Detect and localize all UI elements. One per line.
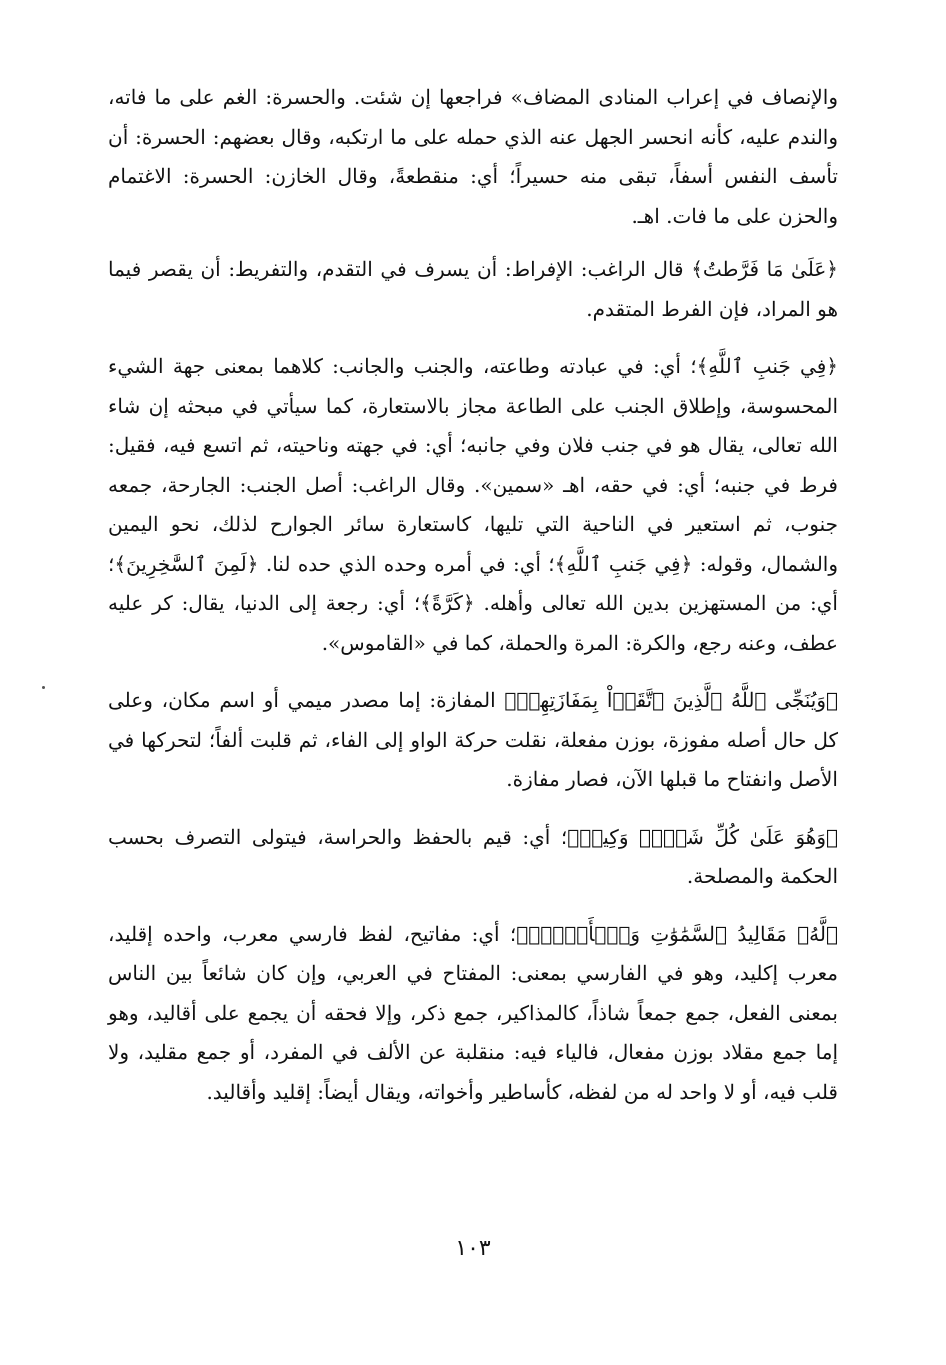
paragraph-wakil: ﴿وَهُوَ عَلَىٰ كُلِّ شَيۡءٖ وَكِيلٞ﴾؛ أي: قيم بالحفظ والحراسة، فيتولى التصرف بحسب الحكمة والمصلحة. [108,824,838,888]
page-body [108,78,838,1130]
paragraph-hasra: والإنصاف في إعراب المنادى المضاف» فراجعها إن شئت. والحسرة: الغم على ما فاته، والندم عليه، كأنه انحسر الجهل عنه الذي حمله على ما ارتكبه، وقال بعضهم: الحسرة: أن تأسف النفس أسفاً، تبقى منه حسيراً؛ أي: منقطعةً، وقال الخازن: الحسرة: الاغتمام والحزن على ما فات. اهـ. [108,85,838,228]
paragraph-mafaza: ﴿وَيُنَجِّى ٱللَّهُ ٱلَّذِينَ ٱتَّقَوۡاْ بِمَفَازَتِهِمۡ﴾ المفازة: إما مصدر ميمي أو اسم مكان، وعلى كل حال أصله مفوزة، بوزن مفعلة، نقلت حركة الواو إلى الفاء، ثم قلبت ألفاً؛ لتحركها في الأصل وانفتاح ما قبلها الآن، فصار مفازة. [108,688,838,791]
scan-speck [42,686,45,689]
page-number: ١٠٣ [455,1236,491,1261]
paragraph-farrattu: ﴿عَلَىٰ مَا فَرَّطتُ﴾ قال الراغب: الإفراط: أن يسرف في التقدم، والتفريط: أن يقصر فيما هو المراد، فإن الفرط المتقدم. [108,257,838,321]
paragraph-janb-allah: ﴿فِي جَنبِ ٱللَّهِ﴾؛ أي: في عبادته وطاعته، والجنب والجانب: كلاهما بمعنى جهة الشيء المحسوسة، وإطلاق الجنب على الطاعة مجاز بالاستعارة، كما سيأتي في مبحثه إن شاء الله تعالى، يقال هو في جنب فلان وفي جانبه؛ أي: في جهته وناحيته، ثم اتسع فيه، فقيل: فرط في جنبه؛ أي: في حقه، اهـ «سمين». وقال الراغب: أصل الجنب: الجارحة، جمعه جنوب، ثم استعير في الناحية التي تليها، كاستعارة سائر الجوارح لذلك، نحو اليمين والشمال، وقوله: ﴿فِي جَنبِ ٱللَّهِ﴾؛ أي: في أمره وحده الذي حده لنا. ﴿لَمِنَ ٱلسَّٰخِرِينَ﴾؛ أي: من المستهزين بدين الله تعالى وأهله. ﴿كَرَّةً﴾؛ أي: رجعة إلى الدنيا، يقال: كر عليه عطف، وعنه رجع، والكرة: المرة والحملة، كما في «القاموس». [108,354,838,655]
paragraph-maqalid: ﴿لَّهُۥ مَقَالِيدُ ٱلسَّمَٰوَٰتِ وَٱلۡأَرۡضِۗ﴾؛ أي: مفاتيح، لفظ فارسي معرب، واحده إقليد، معرب إكليد، وهو في الفارسي بمعنى: المفتاح في العربي، وإن كان شائعاً بين الناس بمعنى الفعل، جمع جمعاً شاذاً، كالمذاكير، جمع ذكر، وإلا فحقه أن يجمع على أقاليد، وهو إما جمع مقلاد بوزن مفعال، فالياء فيه: منقلبة عن الألف في المفرد، أو جمع مقليد، ولا قلب فيه، أو لا واحد له من لفظه، كأساطير وأخواته، ويقال أيضاً: إقليد وأقاليد. [108,921,838,1104]
